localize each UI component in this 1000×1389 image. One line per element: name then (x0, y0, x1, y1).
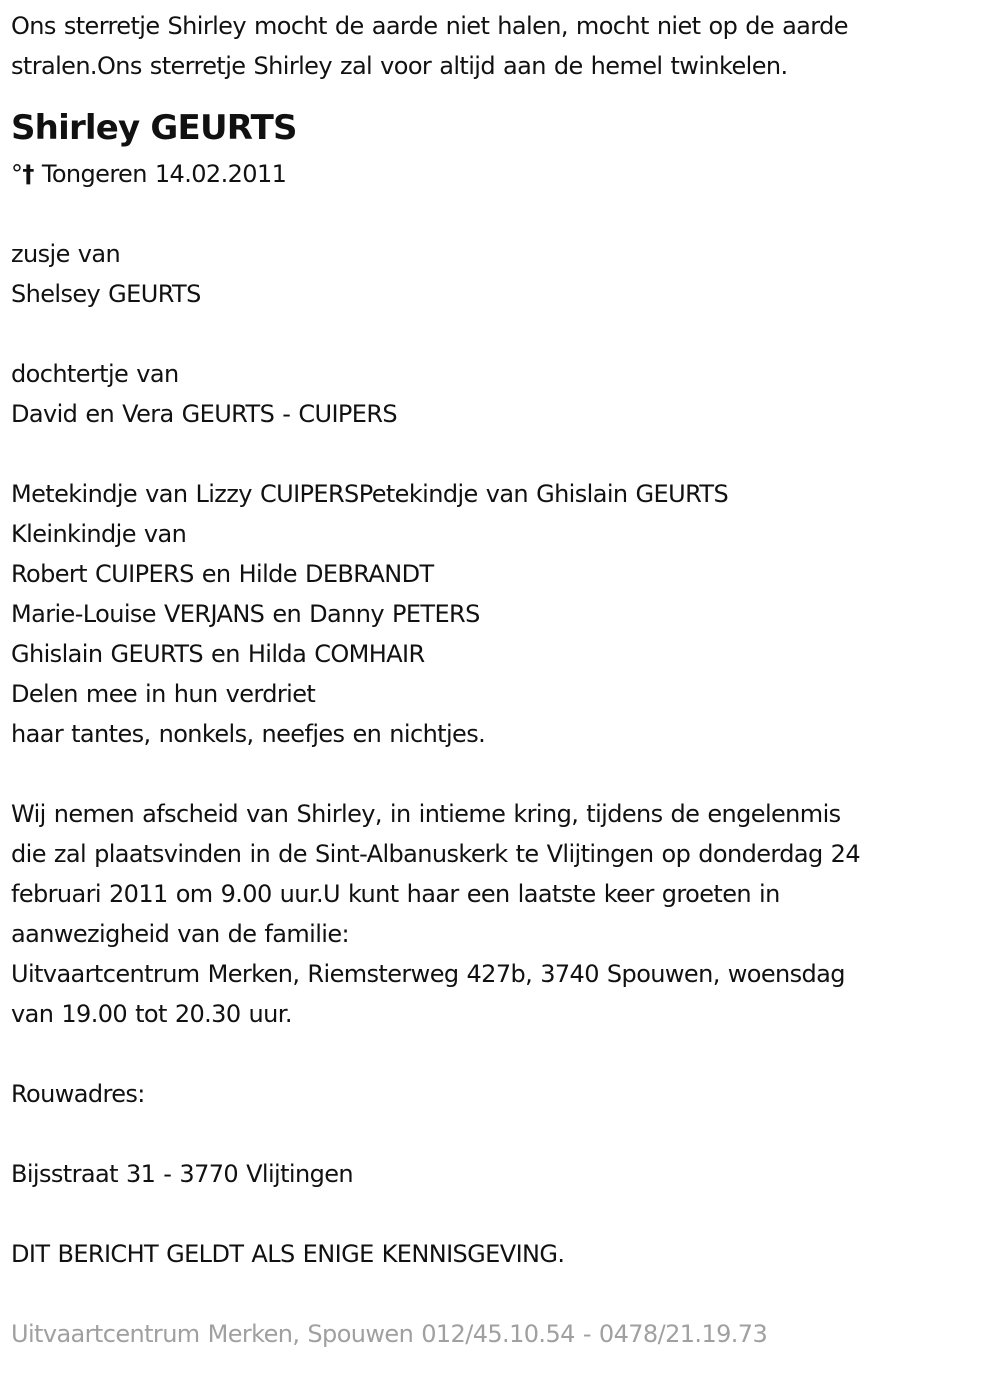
birth-symbol: ° (11, 160, 23, 188)
parents-section (11, 354, 989, 434)
notice-text: DIT BERICHT GELDT ALS ENIGE KENNISGEVING. (11, 1240, 565, 1268)
address-value: Bijsstraat 31 - 3770 Vlijtingen (11, 1160, 354, 1188)
ceremony-line: Uitvaartcentrum Merken, Riemsterweg 427b, 3740 Spouwen, woensdag (11, 960, 845, 988)
spacer (11, 434, 989, 474)
ceremony-line: die zal plaatsvinden in de Sint-Albanuskerk te Vlijtingen op donderdag 24 (11, 840, 861, 868)
spacer (11, 194, 989, 234)
grandparents-name: Robert CUIPERS en Hilde DEBRANDT (11, 560, 434, 588)
birth-death-line (11, 154, 989, 194)
sibling-label: zusje van (11, 240, 121, 268)
intro-line: Ons sterretje Shirley mocht de aarde niet halen, mocht niet op de aarde (11, 12, 848, 40)
grandparents-name: Marie-Louise VERJANS en Danny PETERS (11, 600, 480, 628)
grandparents-label: Kleinkindje van (11, 520, 187, 548)
spacer (11, 1274, 989, 1314)
family-line: Delen mee in hun verdriet (11, 680, 316, 708)
ceremony-line: aanwezigheid van de familie: (11, 920, 349, 948)
sibling-name: Shelsey GEURTS (11, 280, 201, 308)
ceremony-line: van 19.00 tot 20.30 uur. (11, 1000, 292, 1028)
spacer (11, 314, 989, 354)
spacer (11, 1034, 989, 1074)
grandparents-name: Ghislain GEURTS en Hilda COMHAIR (11, 640, 425, 668)
ceremony-line: februari 2011 om 9.00 uur.U kunt haar een laatste keer groeten in (11, 880, 780, 908)
family-section (11, 674, 989, 754)
place-date: Tongeren 14.02.2011 (33, 160, 287, 188)
parents-name: David en Vera GEURTS - CUIPERS (11, 400, 398, 428)
ceremony-section (11, 794, 989, 1034)
grandparents-section (11, 514, 989, 674)
godparents-line: Metekindje van Lizzy CUIPERSPetekindje van Ghislain GEURTS (11, 480, 729, 508)
spacer (11, 754, 989, 794)
intro-line: stralen.Ons sterretje Shirley zal voor altijd aan de hemel twinkelen. (11, 52, 788, 80)
footer-funeral-home: Uitvaartcentrum Merken, Spouwen 012/45.10.54 - 0478/21.19.73 (11, 1320, 768, 1348)
family-line: haar tantes, nonkels, neefjes en nichtjes. (11, 720, 486, 748)
intro-text (11, 6, 989, 86)
spacer (11, 1194, 989, 1234)
sibling-section (11, 234, 989, 314)
deceased-name: Shirley GEURTS (11, 108, 297, 148)
parents-label: dochtertje van (11, 360, 179, 388)
address-label: Rouwadres: (11, 1080, 145, 1108)
ceremony-line: Wij nemen afscheid van Shirley, in intieme kring, tijdens de engelenmis (11, 800, 841, 828)
spacer (11, 1114, 989, 1154)
cross-icon: † (22, 160, 34, 188)
